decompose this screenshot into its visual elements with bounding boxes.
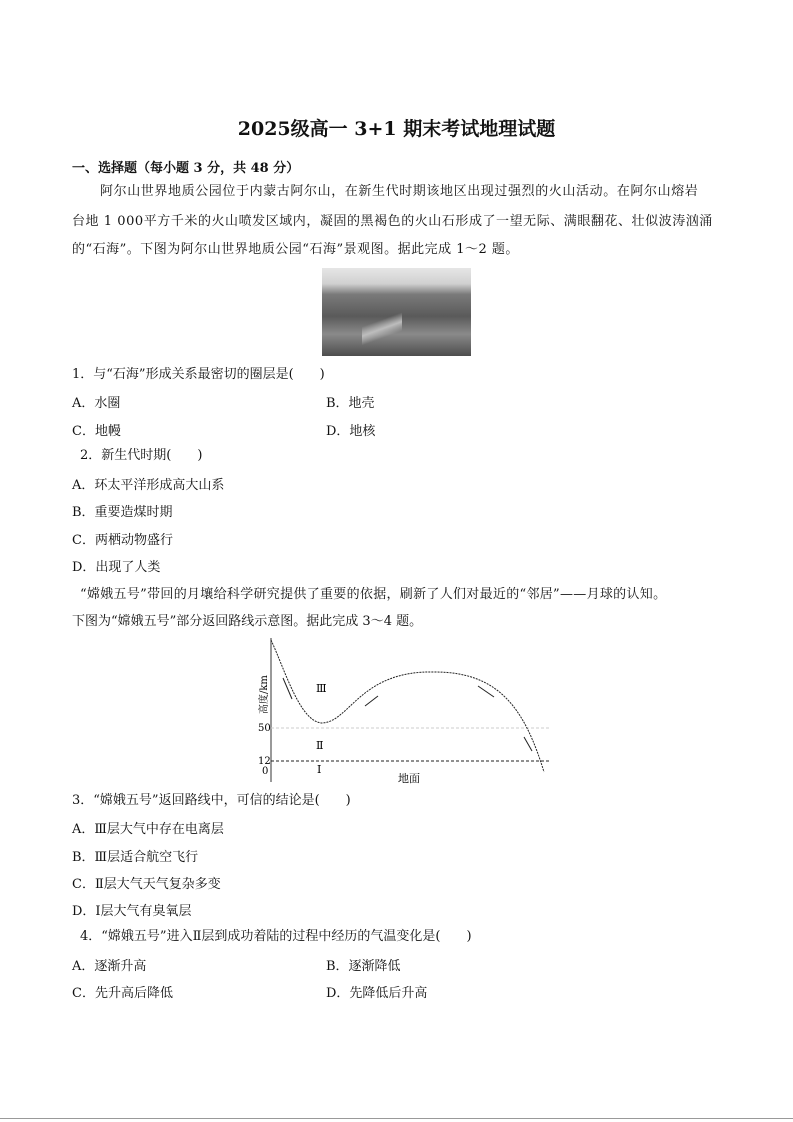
option: C．两栖动物盛行 [72,533,173,548]
passage-line: 阿尔山世界地质公园位于内蒙古阿尔山，在新生代时期该地区出现过强烈的火山活动。在阿尔山熔岩 [100,184,699,199]
option: C．先升高后降低 [72,986,173,1001]
stone-sea-photo [322,268,471,356]
question-stem: 1．与“石海”形成关系最密切的圈层是( ) [72,367,325,382]
tick-50: 50 [258,723,271,734]
option: A．水圈 [72,396,121,411]
layer-1-label: Ⅰ [317,763,322,776]
layer-3-label: Ⅲ [316,682,327,695]
y-axis-label: 高度/km [259,675,270,714]
passage-line: 下图为“嫦娥五号”部分返回路线示意图。据此完成 3～4 题。 [72,614,423,629]
option: C．Ⅱ层大气天气复杂多变 [72,877,221,892]
return-route-curve [271,640,544,772]
page-title: 2025级高一 3+1 期末考试地理试题 [237,118,556,140]
page-bottom-border [0,1118,793,1119]
tick-0: 0 [262,766,269,777]
option: B．逐渐降低 [326,959,401,974]
option: B．地壳 [326,396,375,411]
option: A．逐渐升高 [72,959,147,974]
return-route-diagram [240,630,560,790]
section-heading: 一、选择题（每小题 3 分，共 48 分） [72,161,300,176]
option: A．环太平洋形成高大山系 [72,478,225,493]
option: D．出现了人类 [72,560,161,575]
question-stem: 3．“嫦娥五号”返回路线中，可信的结论是( ) [72,793,351,808]
question-stem: 2．新生代时期( ) [80,448,203,463]
layer-2-label: Ⅱ [316,739,324,752]
option: D．Ⅰ层大气有臭氧层 [72,904,192,919]
passage-line: 的“石海”。下图为阿尔山世界地质公园“石海”景观图。据此完成 1～2 题。 [72,242,519,257]
x-axis-label: 地面 [398,772,420,785]
tick-12: 12 [258,756,271,767]
passage-line: “嫦娥五号”带回的月壤给科学研究提供了重要的依据，刷新了人们对最近的“邻居”——月球的认知。 [80,587,667,602]
passage-line: 台地 1 000平方千米的火山喷发区域内，凝固的黑褐色的火山石形成了一望无际、满眼翻花、壮似波涛汹涌 [72,214,713,229]
question-stem: 4．“嫦娥五号”进入Ⅱ层到成功着陆的过程中经历的气温变化是( ) [80,929,472,944]
option: D．地核 [326,424,376,439]
option: C．地幔 [72,424,121,439]
option: B．Ⅲ层适合航空飞行 [72,850,199,865]
option: B．重要造煤时期 [72,505,173,520]
option: A．Ⅲ层大气中存在电离层 [72,822,224,837]
option: D．先降低后升高 [326,986,428,1001]
